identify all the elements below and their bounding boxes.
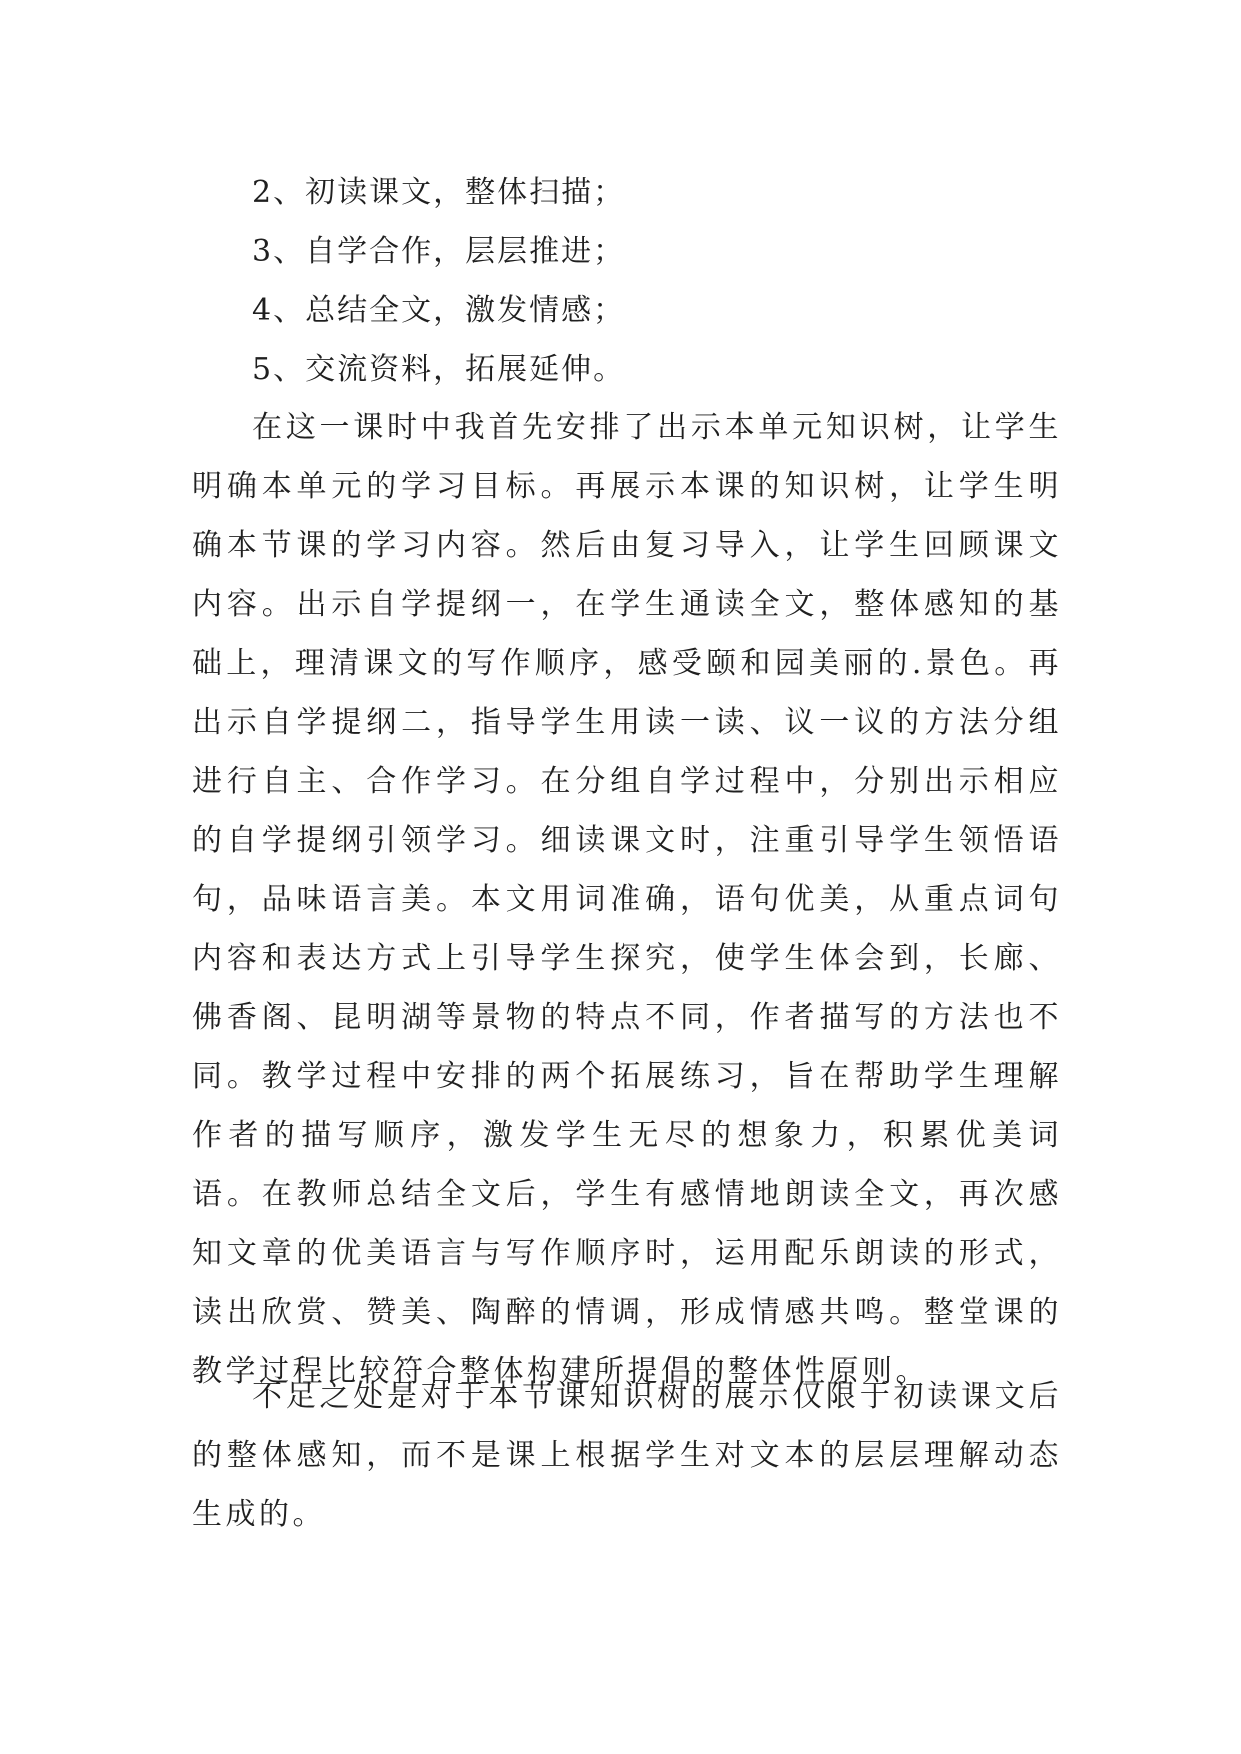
list-item-step-4: 4、总结全文，激发情感； bbox=[252, 293, 626, 328]
body-paragraph-shortcomings: 不足之处是对于本节课知识树的展示仅限于初读课文后的整体感知，而不是课上根据学生对文本的层层理解动态生成的。 bbox=[192, 1379, 1062, 1532]
list-item-step-5: 5、交流资料，拓展延伸。 bbox=[252, 352, 626, 387]
teaching-steps-list bbox=[252, 163, 1012, 399]
list-item-step-2: 2、初读课文，整体扫描； bbox=[252, 175, 626, 210]
list-item-step-3: 3、自学合作，层层推进； bbox=[252, 234, 626, 269]
body-paragraph-lesson-description: 在这一课时中我首先安排了出示本单元知识树，让学生明确本单元的学习目标。再展示本课的知识树，让学生明确本节课的学习内容。然后由复习导入，让学生回顾课文内容。出示自学提纲一，在学生通读全文，整体感知的基础上，理清课文的写作顺序，感受颐和园美丽的.景色。再出示自学提纲二，指导学生用读一读、议一议的方法分组进行自主、合作学习。在分组自学过程中，分别出示相应的自学提纲引领学习。细读课文时，注重引导学生领悟语句，品味语言美。本文用词准确，语句优美，从重点词句内容和表达方式上引导学生探究，使学生体会到，长廊、佛香阁、昆明湖等景物的特点不同，作者描写的方法也不同。教学过程中安排的两个拓展练习，旨在帮助学生理解作者的描写顺序，激发学生无尽的想象力，积累优美词语。在教师总结全文后，学生有感情地朗读全文，再次感知文章的优美语言与写作顺序时，运用配乐朗读的形式，读出欣赏、赞美、陶醉的情调，形成情感共鸣。整堂课的教学过程比较符合整体构建所提倡的整体性原则。 bbox=[192, 410, 1062, 1389]
